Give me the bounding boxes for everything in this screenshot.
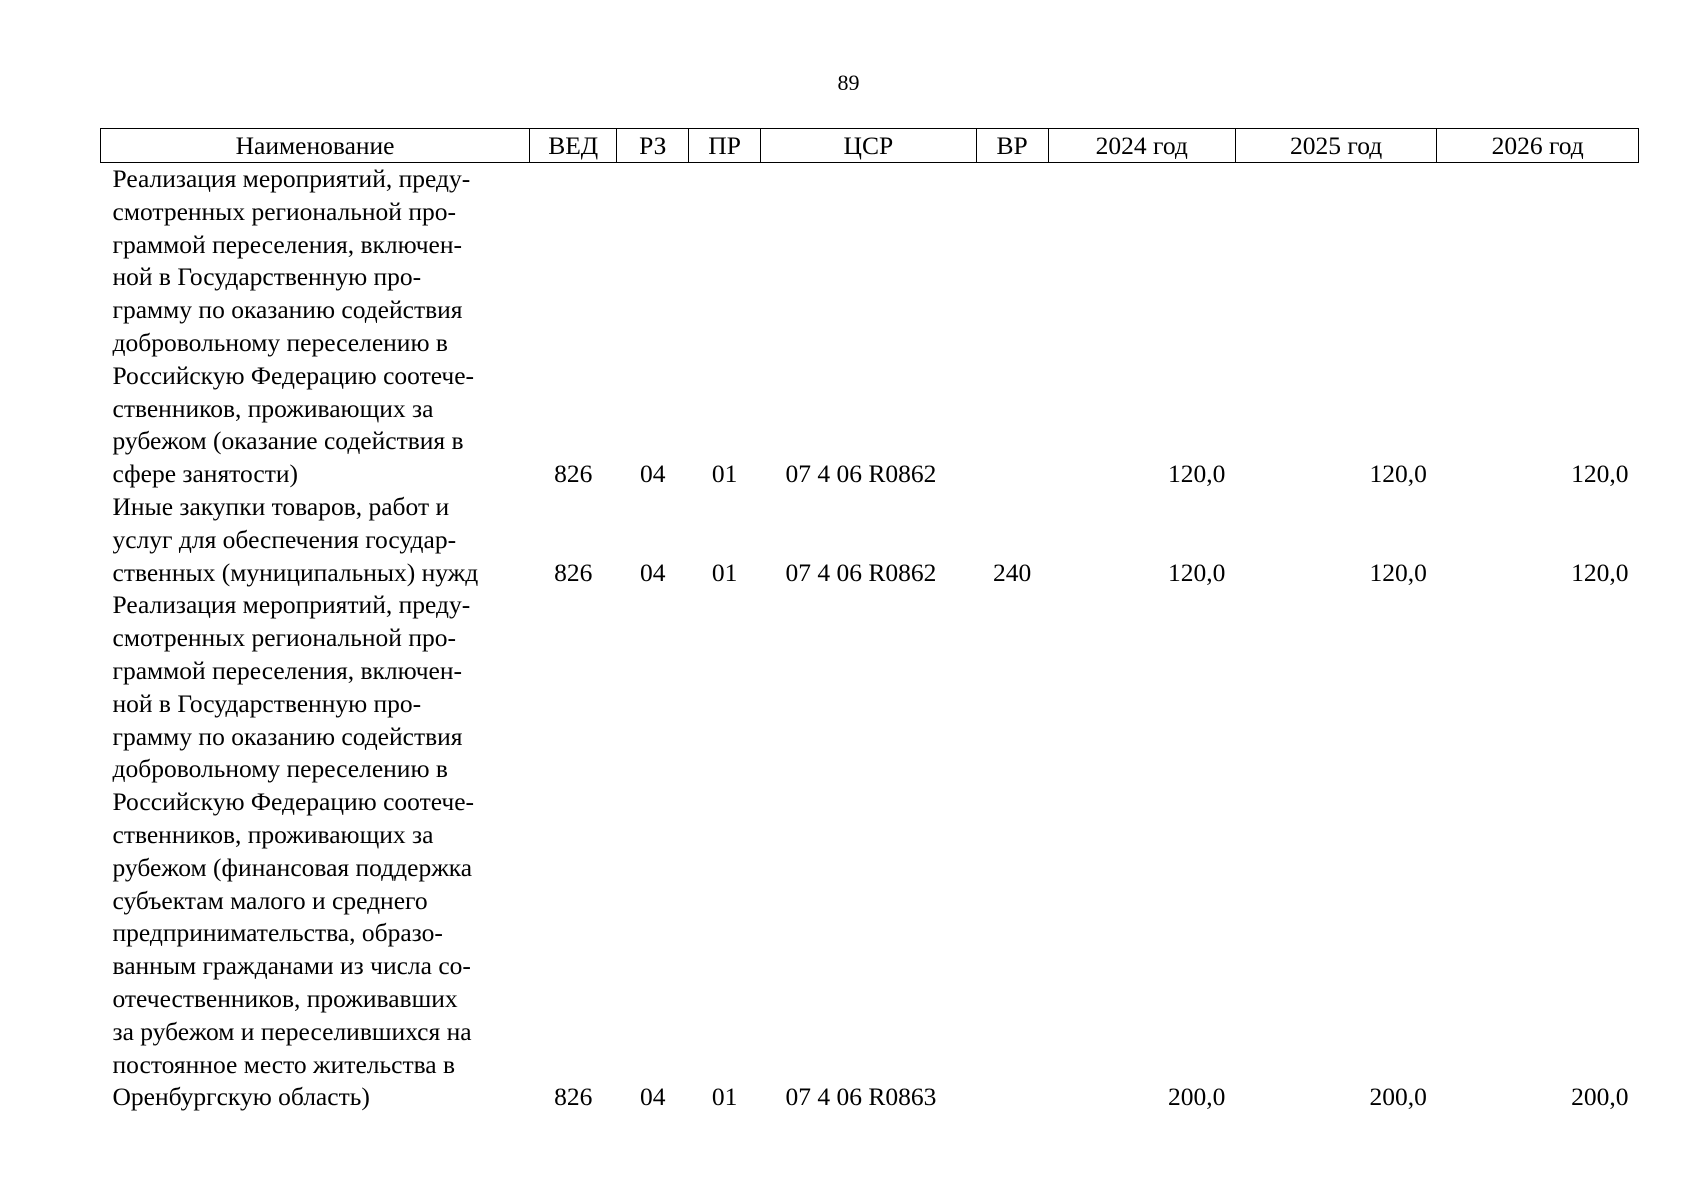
- row-vr: 240: [993, 557, 1032, 587]
- row-name: Иные закупки товаров, работ и услуг для обеспечения государ- ственных (муниципальных) нужд: [112, 491, 479, 587]
- row-csr: 07 4 06 R0862: [785, 459, 937, 489]
- header-csr: ЦСР: [761, 129, 977, 163]
- budget-table: [100, 128, 1639, 1114]
- row-rz: 04: [639, 557, 666, 587]
- row-name: Реализация мероприятий, преду- смотренных региональной про- граммой переселения, включен- ной в Государственную про- грамму по оказанию содействия добровольному переселению в Российскую Федерацию соотече- ственников, проживающих за рубежом (финансовая поддержка субъектам малого и среднего предпринимательства, образо- ванным гражданами из числа со- отечественников, проживавших за рубежом и переселившихся на постоянное место жительства в Оренбургскую область): [112, 590, 475, 1112]
- row-amount-2024: 120,0: [1168, 557, 1226, 587]
- row-rz: 04: [639, 1082, 666, 1112]
- table-row: [101, 491, 1639, 589]
- header-rz: РЗ: [617, 129, 689, 163]
- header-name: Наименование: [101, 129, 530, 163]
- header-ved: ВЕД: [530, 129, 617, 163]
- row-rz: 04: [639, 459, 666, 489]
- row-name: Реализация мероприятий, преду- смотренных региональной про- граммой переселения, включен- ной в Государственную про- грамму по оказанию содействия добровольному переселению в Российскую Федерацию соотече- ственников, проживающих за рубежом (оказание содействия в сфере занятости): [112, 164, 475, 489]
- row-amount-2024: 120,0: [1168, 459, 1226, 489]
- table-row: [101, 589, 1639, 1114]
- row-vr: [976, 163, 1048, 491]
- header-2024: 2024 год: [1048, 129, 1235, 163]
- row-pr: 01: [711, 1082, 738, 1112]
- row-amount-2024: 200,0: [1168, 1082, 1226, 1112]
- header-row: [101, 129, 1639, 163]
- row-amount-2026: 120,0: [1571, 557, 1629, 587]
- row-ved: 826: [554, 557, 593, 587]
- header-2025: 2025 год: [1235, 129, 1437, 163]
- row-amount-2026: 120,0: [1571, 459, 1629, 489]
- row-pr: 01: [711, 557, 738, 587]
- header-2026: 2026 год: [1437, 129, 1639, 163]
- row-amount-2025: 120,0: [1369, 557, 1427, 587]
- row-vr: [976, 589, 1048, 1114]
- table-body: [101, 163, 1639, 1115]
- row-ved: 826: [554, 1082, 593, 1112]
- header-pr: ПР: [689, 129, 761, 163]
- row-csr: 07 4 06 R0863: [785, 1082, 937, 1112]
- header-vr: ВР: [976, 129, 1048, 163]
- table-row: [101, 163, 1639, 491]
- table-header: [101, 129, 1639, 163]
- row-amount-2025: 120,0: [1369, 459, 1427, 489]
- row-amount-2026: 200,0: [1571, 1082, 1629, 1112]
- row-amount-2025: 200,0: [1369, 1082, 1427, 1112]
- page-number: 89: [837, 70, 860, 95]
- row-pr: 01: [711, 459, 738, 489]
- row-csr: 07 4 06 R0862: [785, 557, 937, 587]
- row-ved: 826: [554, 459, 593, 489]
